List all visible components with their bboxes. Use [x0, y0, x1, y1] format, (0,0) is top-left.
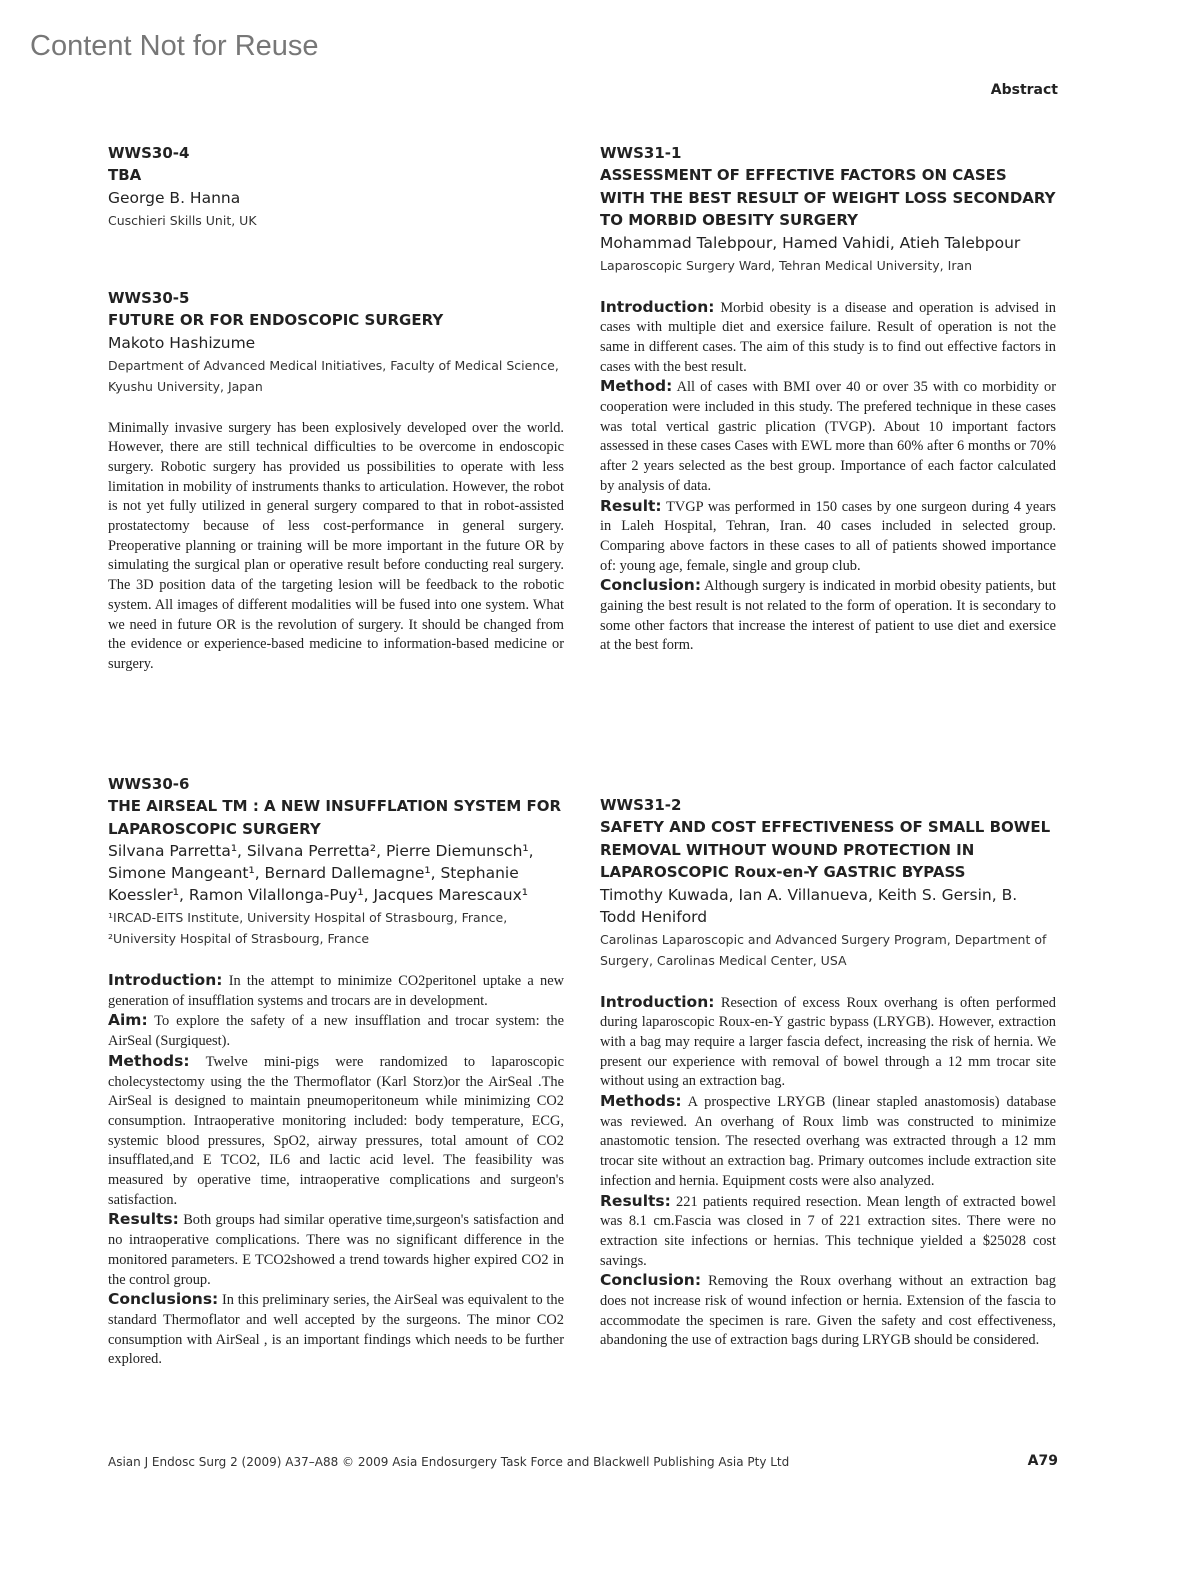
- body-paragraph: [108, 1052, 564, 1211]
- abstract-wws31-2: [600, 794, 1056, 1351]
- section-label: Conclusion:: [600, 576, 702, 595]
- abstract-authors: Makoto Hashizume: [108, 333, 256, 352]
- body-text: Although surgery is indicated in morbid obesity patients, but gaining the best result is not related to the form of operation. It is secondary to some other factors that increase the interest of patient to use diet and exersice at the best form.: [600, 578, 1056, 654]
- body-paragraph: [108, 1210, 564, 1290]
- running-head: Abstract: [990, 82, 1058, 98]
- abstract-authors: Timothy Kuwada, Ian A. Villanueva, Keith S. Gersin, B. Todd Heniford: [600, 885, 1018, 926]
- body-text: TVGP was performed in 150 cases by one surgeon during 4 years in Laleh Hospital, Tehran, Iran. 40 cases included in selected group. Comparing above factors in these cases to all of patients showed importance of: young age, female, single and group club.: [600, 498, 1056, 574]
- body-paragraph: [108, 419, 564, 675]
- abstract-wws31-1: [600, 142, 1056, 656]
- body-paragraph: [108, 1011, 564, 1051]
- section-label: Introduction:: [600, 297, 715, 316]
- body-paragraph: [600, 377, 1056, 496]
- page-footer: [108, 1455, 1058, 1469]
- abstract-id: WWS30-4: [108, 144, 190, 162]
- section-label: Results:: [108, 1210, 179, 1229]
- abstract-id: WWS31-2: [600, 796, 682, 814]
- abstract-title: FUTURE OR FOR ENDOSCOPIC SURGERY: [108, 311, 444, 329]
- abstract-wws30-4: [108, 142, 564, 231]
- abstract-affiliation: Cuschieri Skills Unit, UK: [108, 212, 257, 228]
- abstract-affiliation: Carolinas Laparoscopic and Advanced Surgery Program, Department of Surgery, Carolinas Medical Center, USA: [600, 931, 1047, 968]
- abstract-wws30-6: [108, 773, 564, 1370]
- body-text: Twelve mini-pigs were randomized to laparoscopic cholecystectomy using the the Thermoflator (Karl Storz)or the AirSeal .The AirSeal is designed to maintain pneumoperitoneum while minimizing CO2 consumption. Intraoperative monitoring included: body temperature, ECG, systemic blood pressures, SpO2, airway pressures, total amount of CO2 insufflated,and E TCO2, IL6 and lactic acid level. The feasibility was measured by operative time, intraoperative complications and surgeon's satisfaction.: [108, 1053, 564, 1208]
- abstract-body: [600, 298, 1056, 657]
- footer-citation: Asian J Endosc Surg 2 (2009) A37–A88 © 2009 Asia Endosurgery Task Force and Blackwell Publishing Asia Pty Ltd: [108, 1455, 790, 1469]
- section-label: Methods:: [108, 1051, 190, 1070]
- abstract-title: TBA: [108, 166, 142, 184]
- section-label: Result:: [600, 496, 662, 515]
- section-label: Results:: [600, 1191, 671, 1210]
- body-text: Resection of excess Roux overhang is often performed during laparoscopic Roux-en-Y gastric bypass (LRYGB). However, extraction with a bag may require a larger fascia defect, increasing the risk of hernia. We present our experience with removal of bowel through a 12 mm trocar site without using an extraction bag.: [600, 994, 1056, 1090]
- section-label: Introduction:: [600, 992, 715, 1011]
- abstract-body: [600, 993, 1056, 1352]
- body-text: Removing the Roux overhang without an extraction bag does not increase risk of wound infection or hernia. Extension of the fascia to accommodate the specimen is rare. Given the safety and cost effectiveness, abandoning the use of extraction bags during LRYGB should be considered.: [600, 1273, 1056, 1349]
- body-text: In the attempt to minimize CO2peritonel uptake a new generation of insufflation systems and trocars are in development.: [108, 973, 564, 1009]
- body-paragraph: [600, 298, 1056, 378]
- section-label: Method:: [600, 377, 673, 396]
- body-text: In this preliminary series, the AirSeal was equivalent to the standard Thermoflator and well accepted by the surgeons. The minor CO2 consumption with AirSeal , is an important findings which needs to be further explored.: [108, 1292, 564, 1368]
- abstract-wws30-5: [108, 287, 564, 675]
- abstract-id: WWS31-1: [600, 144, 682, 162]
- abstract-affiliation: Laparoscopic Surgery Ward, Tehran Medical University, Iran: [600, 257, 973, 273]
- body-paragraph: [600, 1092, 1056, 1192]
- abstract-authors: Silvana Parretta¹, Silvana Perretta², Pierre Diemunsch¹, Simone Mangeant¹, Bernard Dallemagne¹, Stephanie Koessler¹, Ramon Vilallonga-Puy¹, Jacques Marescaux¹: [108, 842, 534, 904]
- body-paragraph: [600, 576, 1056, 656]
- body-text: All of cases with BMI over 40 or over 35 with co morbidity or cooperation were included in this study. The prefered technique in these cases was total vertical gastric plication (TVGP). About 10 important factors assessed in these cases Cases with EWL more than 60% after 6 months or 70% after 2 years selected as the best group. Importance of each factor calculated by analysis of data.: [600, 379, 1056, 494]
- abstract-body: [108, 971, 564, 1370]
- body-text: Minimally invasive surgery has been explosively developed over the world. However, there are still technical difficulties to be overcome in endoscopic surgery. Robotic surgery has provided us possibilities to operate with less limitation in mobility of instruments thanks to articulation. However, the robot is not yet fully utilized in general surgery compared to that in robot-assisted prostatectomy because of less cost-performance in general surgery. Preoperative planning or training will be more important in the future OR by simulating the surgical plan or operative result before conducting real surgery. The 3D position data of the targeting lesion will be feedback to the robotic system. All images of different modalities will be fused into one system. What we need in future OR is the revolution of surgery. It should be changed from the evidence or experience-based medicine to information-based medicine or surgery.: [108, 419, 564, 672]
- section-label: Conclusions:: [108, 1290, 219, 1309]
- section-label: Methods:: [600, 1092, 682, 1111]
- watermark: Content Not for Reuse: [30, 30, 319, 62]
- abstract-title: SAFETY AND COST EFFECTIVENESS OF SMALL BOWEL REMOVAL WITHOUT WOUND PROTECTION IN LAPAROSCOPIC Roux-en-Y GASTRIC BYPASS: [600, 818, 1051, 881]
- body-text: A prospective LRYGB (linear stapled anastomosis) database was reviewed. An overhang of Roux limb was constructed to minimize anastomotic tension. The resected overhang was extracted through a 12 mm trocar site without an extraction bag. Primary outcomes include extraction site infection and hernia. Equipment costs were also analyzed.: [600, 1094, 1056, 1189]
- abstract-affiliation: Department of Advanced Medical Initiatives, Faculty of Medical Science, Kyushu University, Japan: [108, 357, 559, 394]
- abstract-id: WWS30-5: [108, 289, 190, 307]
- section-label: Aim:: [108, 1011, 148, 1030]
- abstract-authors: George B. Hanna: [108, 188, 241, 207]
- body-text: 221 patients required resection. Mean length of extracted bowel was 8.1 cm.Fascia was closed in 7 of 221 extraction sites. There were no extraction site infections or hernias. This technique yielded a $25028 cost savings.: [600, 1193, 1056, 1269]
- body-paragraph: [108, 1290, 564, 1370]
- body-paragraph: [600, 993, 1056, 1093]
- body-paragraph: [600, 1192, 1056, 1272]
- body-paragraph: [600, 1271, 1056, 1351]
- abstract-affiliation: ¹IRCAD-EITS Institute, University Hospital of Strasbourg, France, ²University Hospital of Strasbourg, France: [108, 910, 508, 946]
- body-paragraph: [108, 971, 564, 1011]
- abstract-title: THE AIRSEAL TM : A NEW INSUFFLATION SYSTEM FOR LAPAROSCOPIC SURGERY: [108, 797, 562, 838]
- body-text: Both groups had similar operative time,surgeon's satisfaction and no intraoperative complications. There was no significant difference in the monitored parameters. E TCO2showed a trend towards higher expired CO2 in the control group.: [108, 1212, 564, 1288]
- abstract-title: ASSESSMENT OF EFFECTIVE FACTORS ON CASES WITH THE BEST RESULT OF WEIGHT LOSS SECONDARY TO MORBID OBESITY SURGERY: [600, 166, 1056, 229]
- abstract-authors: Mohammad Talebpour, Hamed Vahidi, Atieh Talebpour: [600, 233, 1021, 252]
- body-text: To explore the safety of a new insufflation and trocar system: the AirSeal (Surgiquest).: [108, 1013, 564, 1050]
- body-paragraph: [600, 497, 1056, 577]
- body-text: Morbid obesity is a disease and operation is advised in cases with multiple diet and exersice failure. Result of operation is not the same in different cases. The aim of this study is to find out effective factors in cases with the best result.: [600, 299, 1056, 375]
- page-number: A79: [1027, 1453, 1058, 1469]
- section-label: Conclusion:: [600, 1271, 702, 1290]
- abstract-body: [108, 419, 564, 675]
- abstract-id: WWS30-6: [108, 775, 190, 793]
- section-label: Introduction:: [108, 971, 223, 989]
